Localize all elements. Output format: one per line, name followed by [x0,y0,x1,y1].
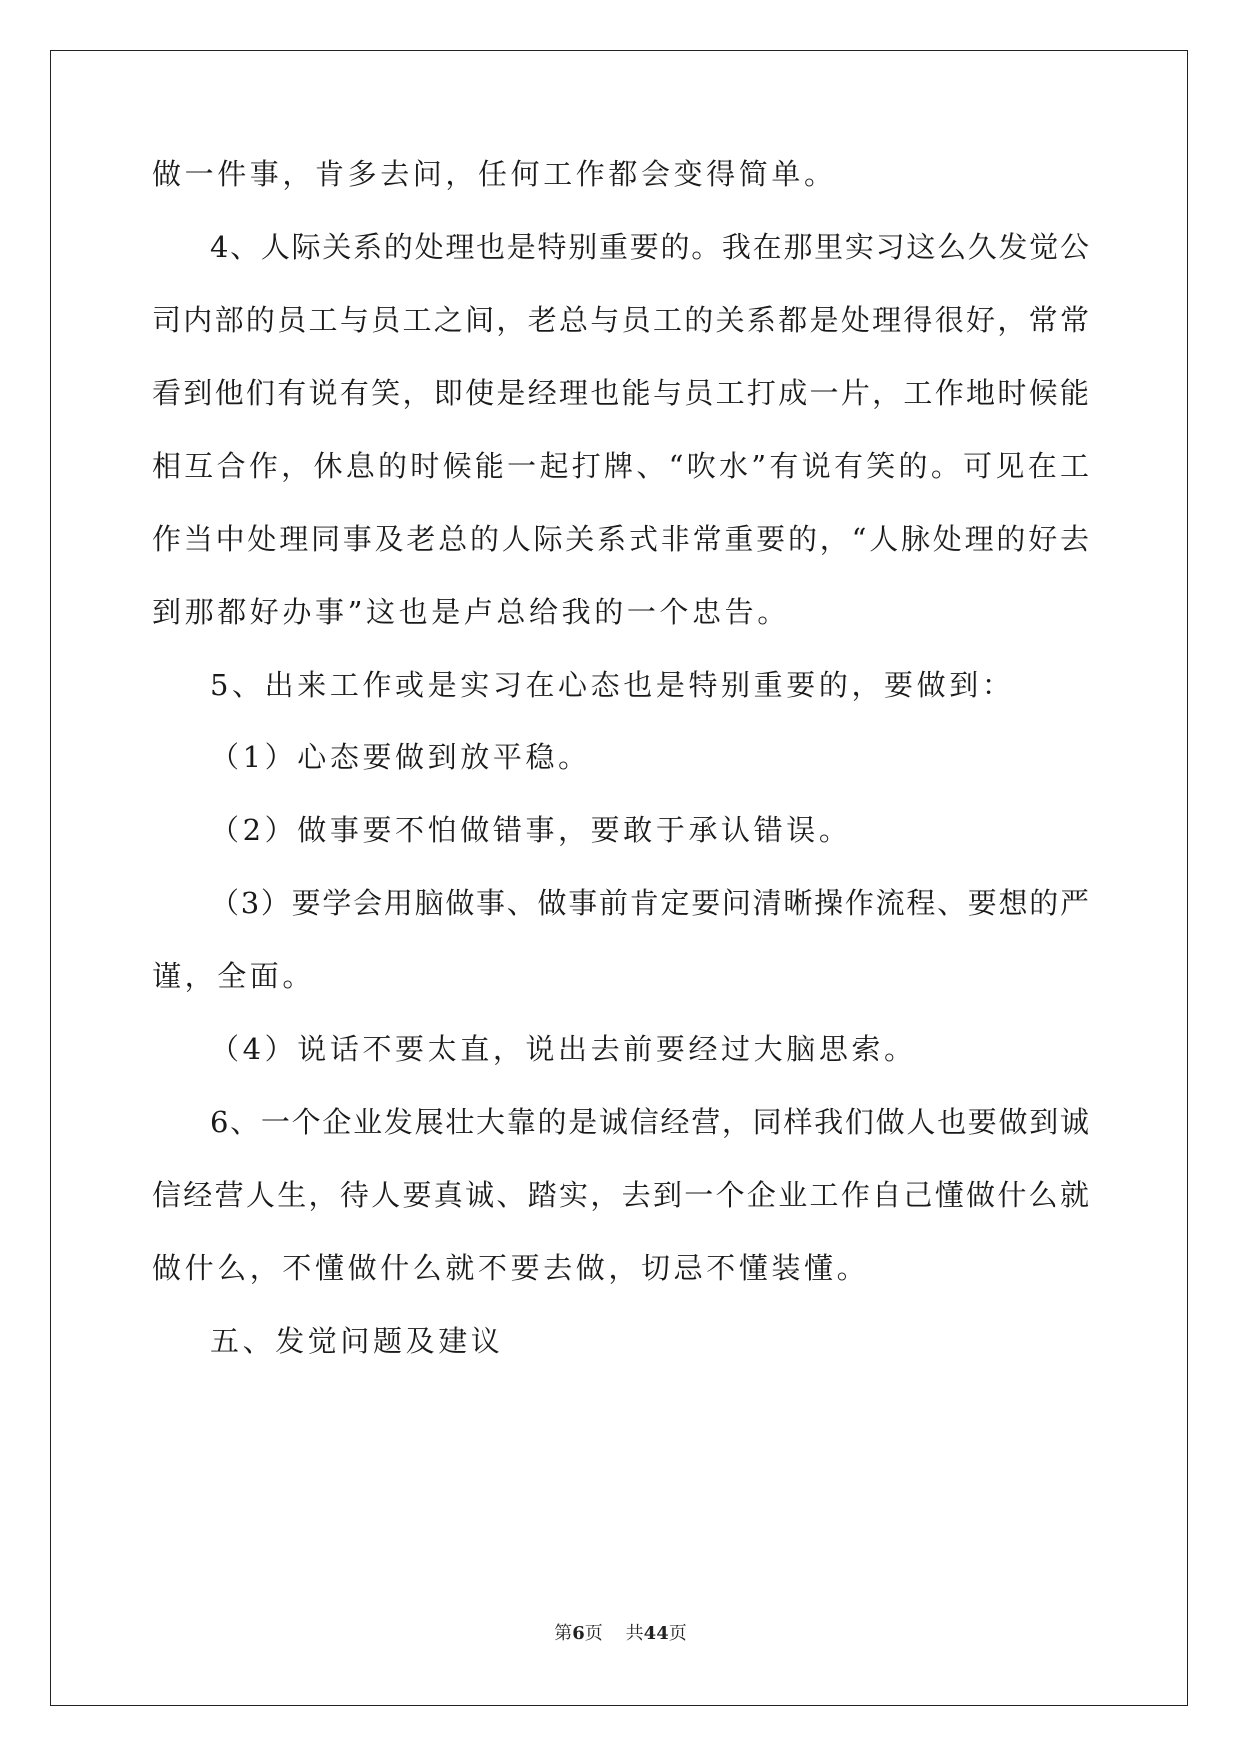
page-border [50,50,1188,1706]
footer-total-prefix: 共 [625,1623,644,1644]
list-item-continuation: 谨，全面。 [152,959,316,993]
paragraph-line: 4、人际关系的处理也是特别重要的。我在那里实习这么久发觉公 [210,230,1089,264]
footer-page-prefix: 第 [554,1623,573,1644]
list-item: （3）要学会用脑做事、做事前肯定要问清晰操作流程、要想的严 [210,886,1089,920]
section-heading: 五、发觉问题及建议 [210,1324,504,1358]
list-item: （2）做事要不怕做错事，要敢于承认错误。 [210,813,852,847]
footer-total-suffix: 页 [668,1623,687,1644]
paragraph-line: 司内部的员工与员工之间，老总与员工的关系都是处理得很好，常常 [152,303,1089,337]
list-item: （4）说话不要太直，说出去前要经过大脑思索。 [210,1032,917,1066]
list-item: （1）心态要做到放平稳。 [210,740,591,774]
page-footer [0,1622,1241,1646]
footer-total-pages: 44 [643,1623,669,1644]
paragraph-line: 5、出来工作或是实习在心态也是特别重要的，要做到： [210,668,1015,702]
paragraph-line: 作当中处理同事及老总的人际关系式非常重要的，“人脉处理的好去 [152,522,1089,556]
paragraph-line: 到那都好办事”这也是卢总给我的一个忠告。 [152,595,790,629]
paragraph-line: 相互合作，休息的时候能一起打牌、“吹水”有说有笑的。可见在工 [152,449,1089,483]
paragraph-line: 看到他们有说有笑，即使是经理也能与员工打成一片，工作地时候能 [152,376,1089,410]
paragraph-line: 做什么，不懂做什么就不要去做，切忌不懂装懂。 [152,1251,870,1285]
paragraph-line: 做一件事，肯多去问，任何工作都会变得简单。 [152,157,837,191]
footer-page-suffix: 页 [584,1623,603,1644]
paragraph-line: 信经营人生，待人要真诚、踏实，去到一个企业工作自己懂做什么就 [152,1178,1089,1212]
footer-page-number: 6 [572,1623,585,1644]
paragraph-line: 6、一个企业发展壮大靠的是诚信经营，同样我们做人也要做到诚 [210,1105,1089,1139]
